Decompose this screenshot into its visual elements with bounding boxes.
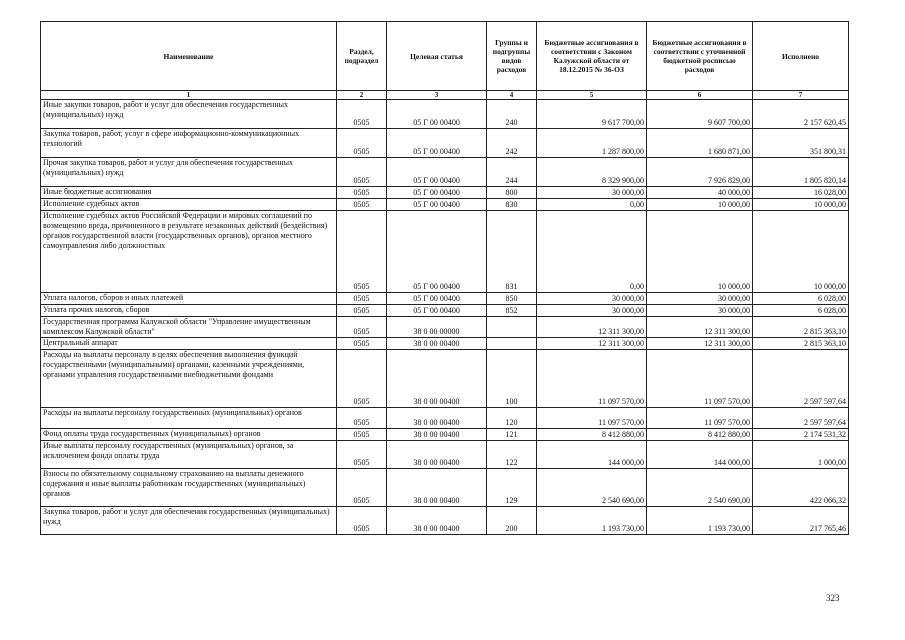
table-cell-group: 831	[487, 211, 537, 293]
table-cell-target: 05 Г 00 00400	[387, 211, 487, 293]
column-number: 3	[387, 91, 487, 100]
table-row	[41, 158, 849, 187]
table-cell-name: Уплата прочих налогов, сборов	[41, 305, 337, 317]
table-cell-group: 244	[487, 158, 537, 187]
page-number: 323	[826, 593, 840, 603]
table-cell-updated: 2 540 690,00	[647, 469, 753, 507]
table-cell-name: Взносы по обязательному социальному страхованию на выплаты денежного содержания и иные выплаты работникам государственных (муниципальных) органов	[41, 469, 337, 507]
table-row	[41, 429, 849, 441]
table-cell-name: Государственная программа Калужской области "Управление имущественным комплексом Калужской области"	[41, 317, 337, 338]
budget-table	[40, 21, 849, 535]
table-row	[41, 199, 849, 211]
table-cell-law: 144 000,00	[537, 441, 647, 469]
table-cell-target: 38 0 00 00400	[387, 441, 487, 469]
table-cell-updated: 40 000,00	[647, 187, 753, 199]
table-cell-executed: 2 815 363,10	[753, 338, 849, 350]
table-cell-name: Иные закупки товаров, работ и услуг для обеспечения государственных (муниципальных) нужд	[41, 100, 337, 129]
table-row	[41, 317, 849, 338]
header-row	[41, 22, 849, 91]
table-cell-law: 30 000,00	[537, 305, 647, 317]
table-row	[41, 350, 849, 408]
table-cell-name: Уплата налогов, сборов и иных платежей	[41, 293, 337, 305]
column-number-row	[41, 91, 849, 100]
table-cell-executed: 351 800,31	[753, 129, 849, 158]
table-cell-section: 0505	[337, 305, 387, 317]
table-cell-group: 800	[487, 187, 537, 199]
table-row	[41, 469, 849, 507]
table-cell-updated: 144 000,00	[647, 441, 753, 469]
table-cell-updated: 30 000,00	[647, 293, 753, 305]
table-cell-name: Центральный аппарат	[41, 338, 337, 350]
table-cell-name: Закупка товаров, работ и услуг для обеспечения государственных (муниципальных) нужд	[41, 507, 337, 535]
header-executed: Исполнено	[753, 22, 849, 91]
header-target: Целевая статья	[387, 22, 487, 91]
table-cell-executed: 217 765,46	[753, 507, 849, 535]
table-cell-updated: 9 607 700,00	[647, 100, 753, 129]
table-cell-law: 2 540 690,00	[537, 469, 647, 507]
table-cell-updated: 11 097 570,00	[647, 350, 753, 408]
table-row	[41, 507, 849, 535]
table-cell-executed: 2 157 620,45	[753, 100, 849, 129]
table-cell-target: 38 0 00 00400	[387, 507, 487, 535]
table-cell-group: 129	[487, 469, 537, 507]
table-cell-section: 0505	[337, 469, 387, 507]
table-cell-executed: 2 597 597,64	[753, 408, 849, 429]
table-cell-law: 0,00	[537, 211, 647, 293]
table-cell-updated: 11 097 570,00	[647, 408, 753, 429]
table-cell-executed: 6 028,00	[753, 293, 849, 305]
table-cell-target: 05 Г 00 00400	[387, 305, 487, 317]
table-cell-target: 05 Г 00 00400	[387, 199, 487, 211]
table-cell-section: 0505	[337, 187, 387, 199]
table-row	[41, 408, 849, 429]
table-row	[41, 441, 849, 469]
column-number: 2	[337, 91, 387, 100]
table-cell-section: 0505	[337, 211, 387, 293]
table-cell-executed: 6 028,00	[753, 305, 849, 317]
table-cell-updated: 8 412 880,00	[647, 429, 753, 441]
table-cell-law: 1 193 730,00	[537, 507, 647, 535]
table-cell-group: 122	[487, 441, 537, 469]
table-cell-executed: 2 174 531,32	[753, 429, 849, 441]
header-section: Раздел, подраздел	[337, 22, 387, 91]
table-cell-target: 38 0 00 00400	[387, 429, 487, 441]
table-cell-section: 0505	[337, 408, 387, 429]
header-updated: Бюджетные ассигнования в соответствии с уточненной бюджетной росписью расходов	[647, 22, 753, 91]
column-number: 7	[753, 91, 849, 100]
table-cell-updated: 1 680 871,00	[647, 129, 753, 158]
table-cell-group	[487, 317, 537, 338]
table-cell-executed: 10 000,00	[753, 199, 849, 211]
table-cell-name: Закупка товаров, работ, услуг в сфере информационно-коммуникационных технологий	[41, 129, 337, 158]
table-cell-target: 38 0 00 00400	[387, 408, 487, 429]
column-number: 4	[487, 91, 537, 100]
table-cell-target: 05 Г 00 00400	[387, 129, 487, 158]
table-cell-name: Иные бюджетные ассигнования	[41, 187, 337, 199]
table-cell-law: 30 000,00	[537, 187, 647, 199]
table-cell-law: 9 617 700,00	[537, 100, 647, 129]
table-cell-section: 0505	[337, 199, 387, 211]
table-cell-law: 12 311 300,00	[537, 317, 647, 338]
table-cell-group: 242	[487, 129, 537, 158]
table-row	[41, 293, 849, 305]
table-cell-executed: 1 805 820,14	[753, 158, 849, 187]
table-cell-target: 38 0 00 00400	[387, 469, 487, 507]
table-row	[41, 100, 849, 129]
table-cell-updated: 12 311 300,00	[647, 317, 753, 338]
column-number: 6	[647, 91, 753, 100]
table-cell-law: 1 287 800,00	[537, 129, 647, 158]
table-cell-target: 05 Г 00 00400	[387, 187, 487, 199]
table-cell-name: Расходы на выплаты персоналу в целях обеспечения выполнения функций государственными (муниципальными) органами, казенными учреждениями, органами управления государственными внебюджетными фондами	[41, 350, 337, 408]
table-cell-group: 120	[487, 408, 537, 429]
table-cell-updated: 12 311 300,00	[647, 338, 753, 350]
table-cell-group: 121	[487, 429, 537, 441]
table-cell-target: 05 Г 00 00400	[387, 158, 487, 187]
table-cell-section: 0505	[337, 158, 387, 187]
table-row	[41, 129, 849, 158]
table-cell-group: 200	[487, 507, 537, 535]
header-name: Наименование	[41, 22, 337, 91]
table-cell-name: Исполнение судебных актов	[41, 199, 337, 211]
header-law: Бюджетные ассигнования в соответствии с Законом Калужской области от 18.12.2015 № 36-ОЗ	[537, 22, 647, 91]
table-cell-name: Фонд оплаты труда государственных (муниципальных) органов	[41, 429, 337, 441]
table-cell-executed: 2 597 597,64	[753, 350, 849, 408]
table-cell-name: Иные выплаты персоналу государственных (муниципальных) органов, за исключением фонда оплаты труда	[41, 441, 337, 469]
table-row	[41, 305, 849, 317]
table-cell-law: 0,00	[537, 199, 647, 211]
table-body	[41, 100, 849, 535]
table-cell-section: 0505	[337, 350, 387, 408]
table-row	[41, 211, 849, 293]
table-cell-target: 05 Г 00 00400	[387, 100, 487, 129]
table-row	[41, 338, 849, 350]
table-cell-law: 8 412 880,00	[537, 429, 647, 441]
table-row	[41, 187, 849, 199]
table-cell-law: 11 097 570,00	[537, 408, 647, 429]
table-cell-group: 100	[487, 350, 537, 408]
table-cell-law: 11 097 570,00	[537, 350, 647, 408]
table-cell-group: 850	[487, 293, 537, 305]
table-cell-section: 0505	[337, 129, 387, 158]
table-cell-law: 12 311 300,00	[537, 338, 647, 350]
table-cell-updated: 1 193 730,00	[647, 507, 753, 535]
header-groups: Группы и подгруппы видов расходов	[487, 22, 537, 91]
table-cell-name: Прочая закупка товаров, работ и услуг для обеспечения государственных (муниципальных) нужд	[41, 158, 337, 187]
table-cell-group: 240	[487, 100, 537, 129]
table-cell-law: 8 329 900,00	[537, 158, 647, 187]
table-cell-section: 0505	[337, 100, 387, 129]
table-cell-executed: 16 028,00	[753, 187, 849, 199]
column-number: 5	[537, 91, 647, 100]
table-cell-target: 38 0 00 00400	[387, 338, 487, 350]
table-cell-section: 0505	[337, 317, 387, 338]
table-cell-name: Расходы на выплаты персоналу государственных (муниципальных) органов	[41, 408, 337, 429]
table-cell-executed: 422 066,32	[753, 469, 849, 507]
table-cell-target: 38 0 00 00400	[387, 350, 487, 408]
table-cell-group	[487, 338, 537, 350]
table-cell-executed: 1 000,00	[753, 441, 849, 469]
table-cell-updated: 30 000,00	[647, 305, 753, 317]
table-cell-executed: 2 815 363,10	[753, 317, 849, 338]
table-cell-section: 0505	[337, 441, 387, 469]
table-cell-name: Исполнение судебных актов Российской Федерации и мировых соглашений по возмещению вреда, причиненного в результате незаконных действий (бездействия) органов государственной власти (государственных органов), органов местного самоуправления либо должностных	[41, 211, 337, 293]
table-cell-law: 30 000,00	[537, 293, 647, 305]
table-cell-section: 0505	[337, 338, 387, 350]
table-cell-executed: 10 000,00	[753, 211, 849, 293]
table-cell-updated: 10 000,00	[647, 199, 753, 211]
table-cell-updated: 7 926 829,00	[647, 158, 753, 187]
table-cell-target: 38 0 00 00000	[387, 317, 487, 338]
table-cell-section: 0505	[337, 293, 387, 305]
table-cell-group: 830	[487, 199, 537, 211]
column-number: 1	[41, 91, 337, 100]
table-cell-section: 0505	[337, 429, 387, 441]
table-cell-section: 0505	[337, 507, 387, 535]
table-cell-updated: 10 000,00	[647, 211, 753, 293]
table-cell-target: 05 Г 00 00400	[387, 293, 487, 305]
table-cell-group: 852	[487, 305, 537, 317]
